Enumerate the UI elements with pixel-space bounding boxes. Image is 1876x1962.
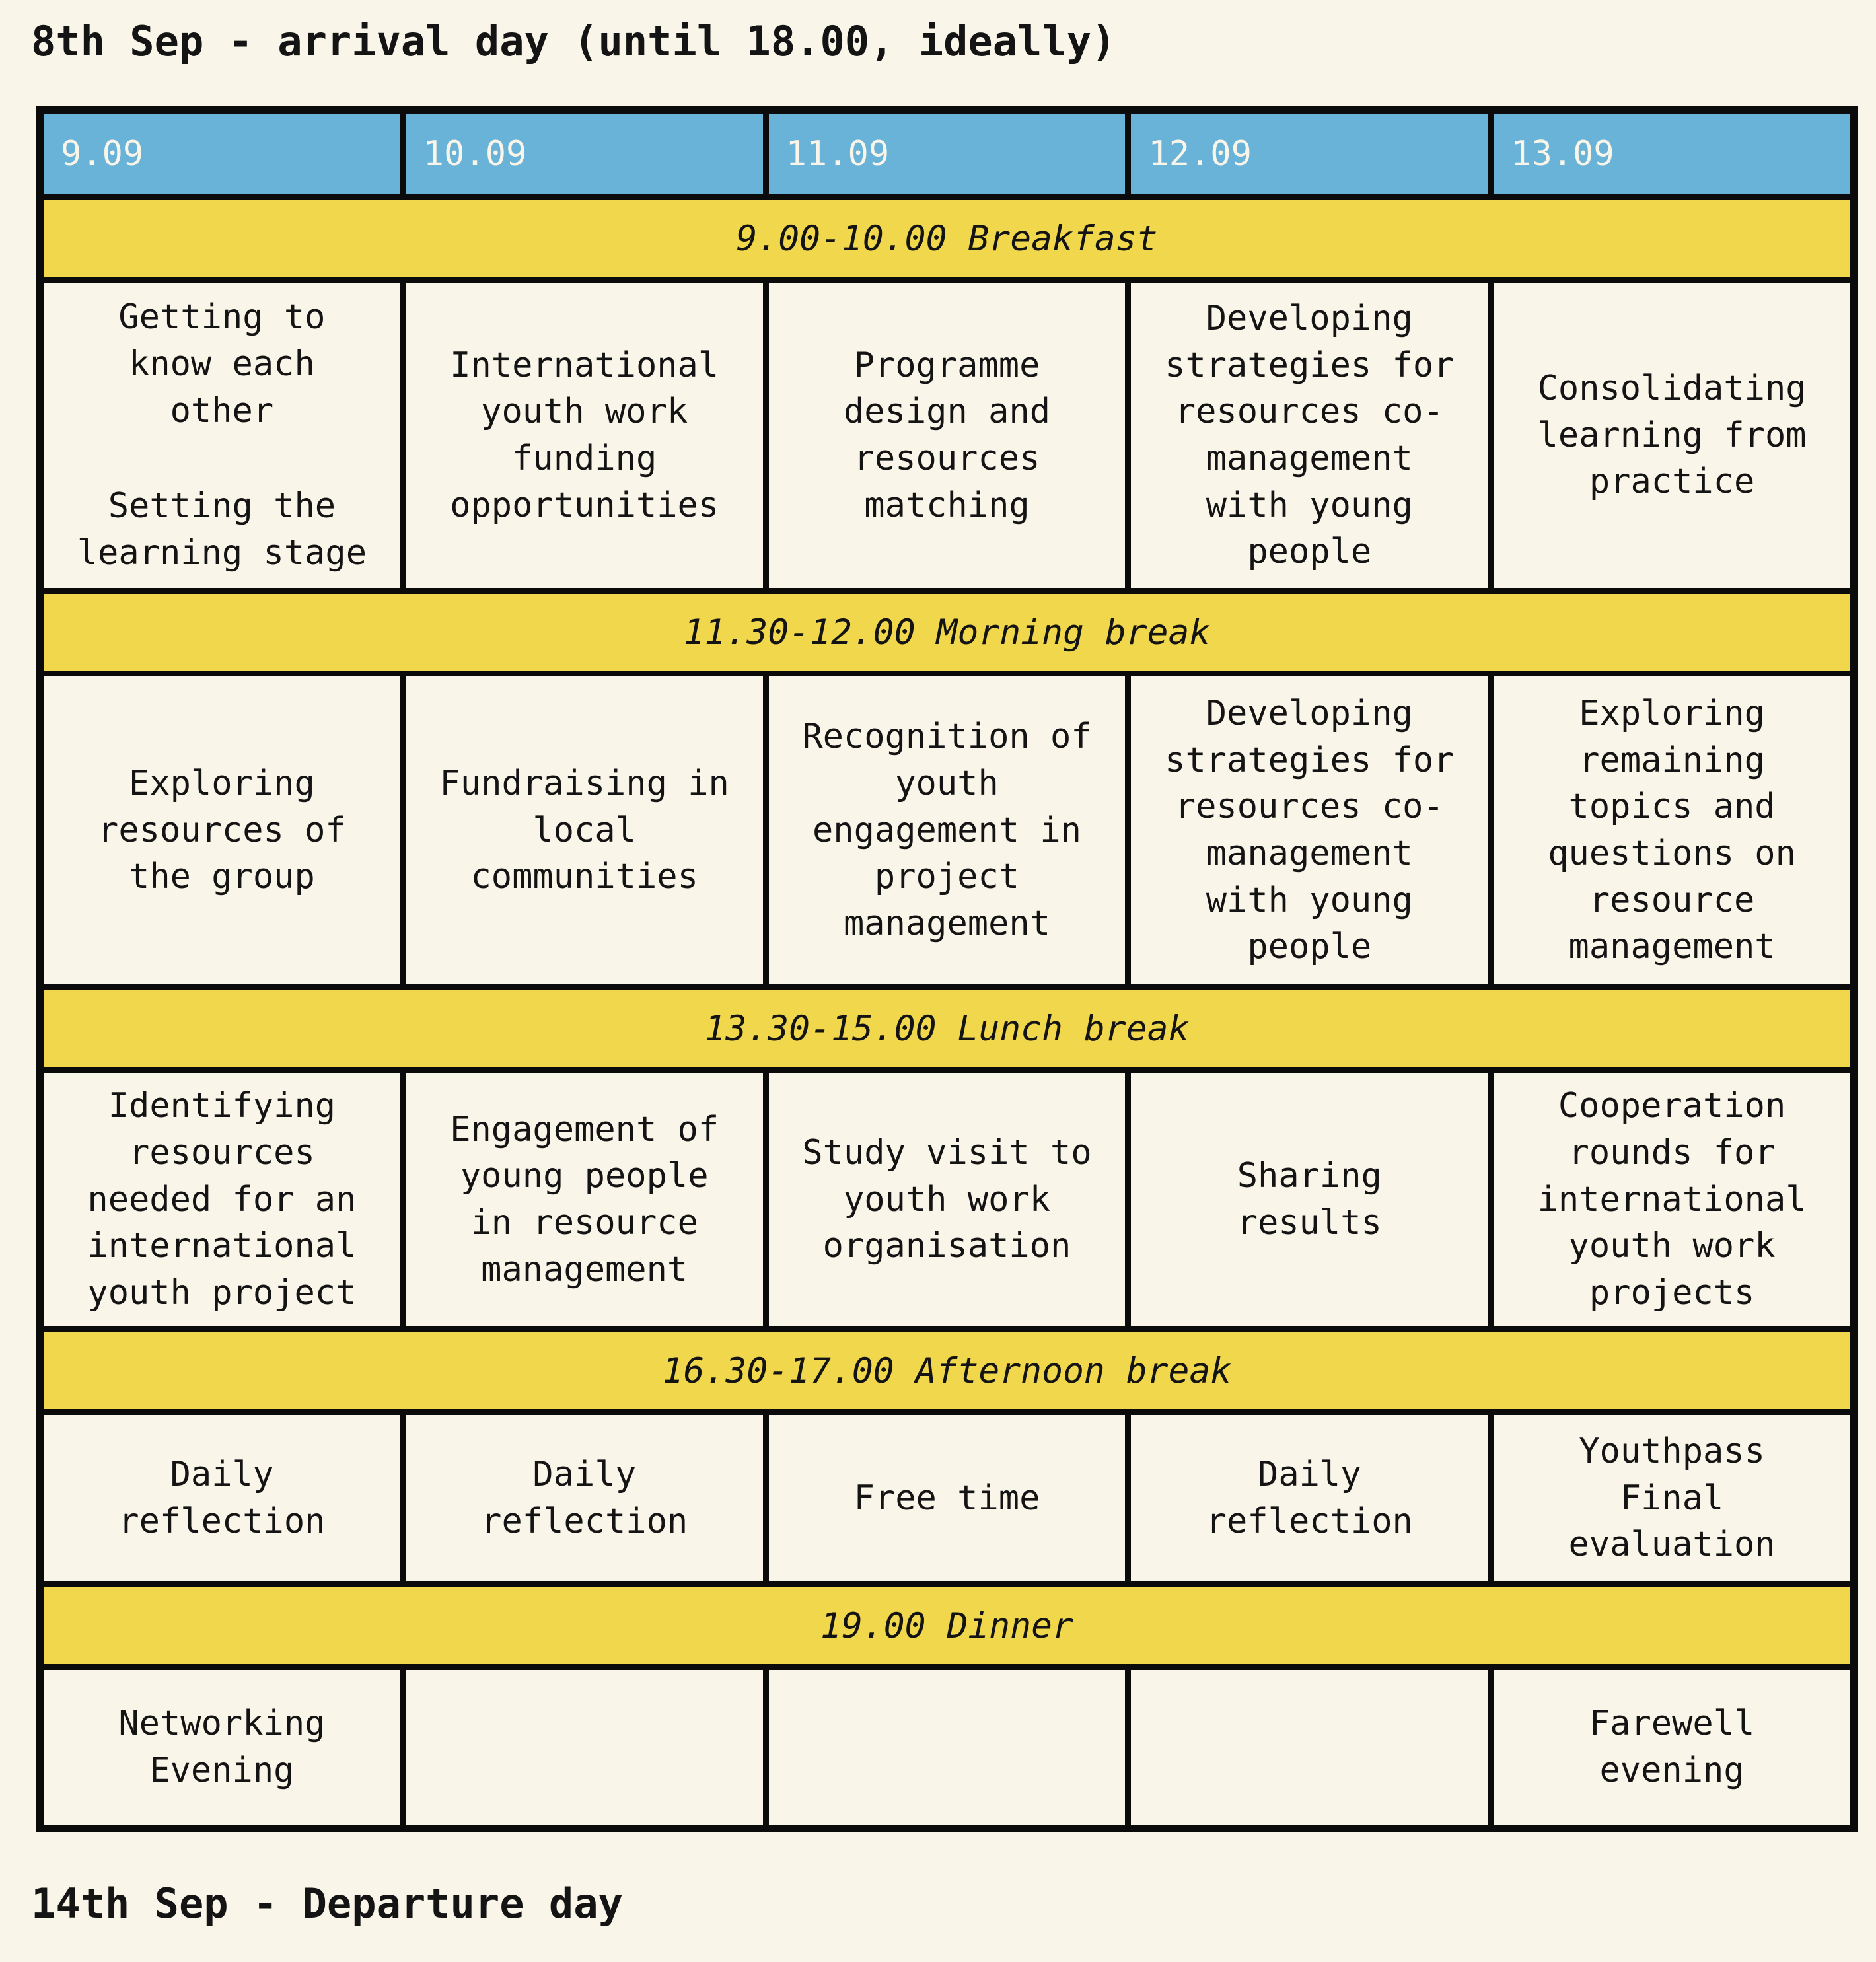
session-label: Daily reflection — [481, 1455, 688, 1541]
date-header: 13.09 — [1494, 114, 1850, 194]
session-cell — [1494, 676, 1850, 984]
session-label: Fundraising in local communities — [439, 763, 729, 897]
session-label: Study visit to youth work organisation — [802, 1132, 1092, 1266]
session-label: Developing strategies for resources co-management with young people — [1165, 693, 1455, 967]
break-banner: 16.30-17.00 Afternoon break — [44, 1332, 1850, 1409]
session-cell — [406, 1073, 763, 1326]
page-footer: 14th Sep - Departure day — [31, 1879, 623, 1928]
date-header: 12.09 — [1131, 114, 1488, 194]
session-label: Exploring resources of the group — [98, 763, 346, 897]
session-label: Developing strategies for resources co-management with young people — [1165, 298, 1455, 572]
session-label: Sharing results — [1237, 1156, 1382, 1243]
session-label: Final evaluation — [1568, 1478, 1776, 1565]
session-cell — [406, 676, 763, 984]
session-label: Youthpass — [1579, 1431, 1765, 1471]
session-label: Setting the learning stage — [77, 486, 367, 573]
session-cell — [44, 1670, 400, 1825]
session-label: Networking Evening — [118, 1704, 326, 1790]
break-banner: 13.30-15.00 Lunch break — [44, 990, 1850, 1067]
session-cell — [769, 283, 1126, 588]
session-label: Daily reflection — [1206, 1455, 1413, 1541]
session-cell — [1131, 283, 1488, 588]
session-cell — [769, 676, 1126, 984]
session-cell — [44, 283, 400, 588]
session-cell-empty — [769, 1670, 1126, 1825]
session-cell — [44, 1073, 400, 1326]
session-cell — [1494, 1670, 1850, 1825]
session-cell — [1494, 1073, 1850, 1326]
break-banner: 9.00-10.00 Breakfast — [44, 200, 1850, 277]
page-title: 8th Sep - arrival day (until 18.00, ideally) — [31, 17, 1116, 65]
session-label: Consolidating learning from practice — [1537, 368, 1807, 502]
break-banner: 19.00 Dinner — [44, 1587, 1850, 1664]
session-label: Identifying resources needed for an international youth project — [87, 1086, 357, 1313]
session-label: International youth work funding opportunities — [450, 345, 719, 525]
date-header: 9.09 — [44, 114, 400, 194]
session-cell-empty — [1131, 1670, 1488, 1825]
session-cell-empty — [406, 1670, 763, 1825]
session-label: Free time — [853, 1478, 1040, 1518]
session-cell — [1131, 676, 1488, 984]
session-cell — [1494, 283, 1850, 588]
session-label: Engagement of young people in resource management — [450, 1109, 719, 1290]
date-header: 10.09 — [406, 114, 763, 194]
session-label: Programme design and resources matching — [843, 345, 1051, 525]
session-cell — [1494, 1415, 1850, 1581]
session-cell — [406, 1415, 763, 1581]
session-cell — [406, 283, 763, 588]
session-cell — [1131, 1415, 1488, 1581]
session-label: Getting to know each other — [118, 297, 326, 431]
session-cell — [769, 1415, 1126, 1581]
session-label: Recognition of youth engagement in project management — [802, 717, 1092, 944]
session-cell — [769, 1073, 1126, 1326]
session-cell — [1131, 1073, 1488, 1326]
session-label: Cooperation rounds for international youth work projects — [1537, 1086, 1807, 1313]
date-header: 11.09 — [769, 114, 1126, 194]
session-cell — [44, 676, 400, 984]
session-label: Daily reflection — [118, 1455, 326, 1541]
session-label: Exploring remaining topics and questions on resource management — [1548, 693, 1796, 967]
break-banner: 11.30-12.00 Morning break — [44, 594, 1850, 671]
schedule-table — [36, 106, 1858, 1832]
session-cell — [44, 1415, 400, 1581]
session-label: Farewell evening — [1589, 1704, 1755, 1790]
